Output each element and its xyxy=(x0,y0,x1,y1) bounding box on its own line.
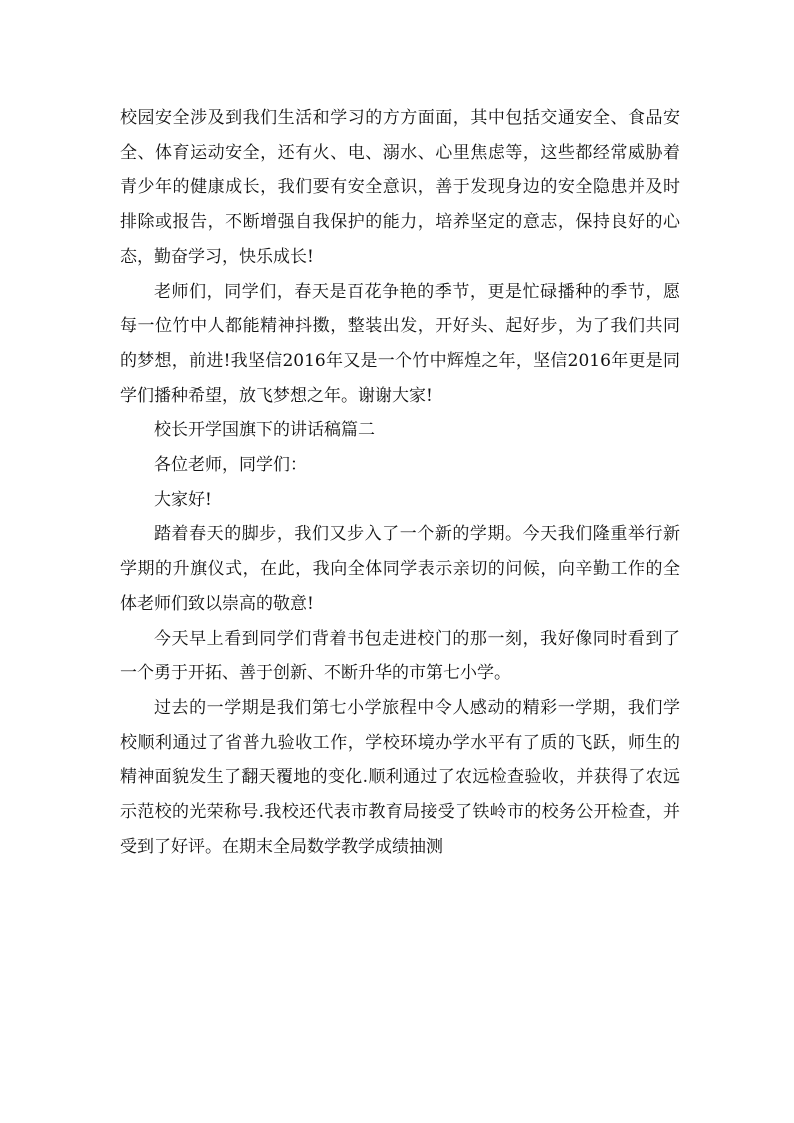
document-body xyxy=(120,101,680,864)
paragraph-new-semester: 踏着春天的脚步，我们又步入了一个新的学期。今天我们隆重举行新学期的升旗仪式，在此，我向全体同学表示亲切的问候，向辛勤工作的全体老师们致以崇高的敬意! xyxy=(120,524,680,614)
greeting: 大家好! xyxy=(154,489,212,510)
paragraph-spring-message: 老师们，同学们，春天是百花争艳的季节，更是忙碌播种的季节，愿每一位竹中人都能精神抖擞，整装出发，开好头、起好步，为了我们共同的梦想，前进!我坚信2016年又是一个竹中辉煌之年，坚信2016年更是同学们播种希望，放飞梦想之年。谢谢大家! xyxy=(120,281,680,406)
paragraph-past-semester: 过去的一学期是我们第七小学旅程中令人感动的精彩一学期，我们学校顺利通过了省普九验收工作，学校环境办学水平有了质的飞跃，师生的精神面貌发生了翻天覆地的变化.顺利通过了农远检查验收，并获得了农远示范校的光荣称号.我校还代表市教育局接受了铁岭市的校务公开检查，并受到了好评。在期末全局数学教学成绩抽测 xyxy=(120,697,680,857)
salutation: 各位老师，同学们： xyxy=(154,455,307,476)
section-title: 校长开学国旗下的讲话稿篇二 xyxy=(154,420,375,441)
paragraph-morning: 今天早上看到同学们背着书包走进校门的那一刻，我好像同时看到了一个勇于开拓、善于创新、不断升华的市第七小学。 xyxy=(120,628,680,684)
paragraph-campus-safety: 校园安全涉及到我们生活和学习的方方面面，其中包括交通安全、食品安全、体育运动安全，还有火、电、溺水、心里焦虑等，这些都经常威胁着青少年的健康成长，我们要有安全意识，善于发现身边的安全隐患并及时排除或报告，不断增强自我保护的能力，培养坚定的意志，保持良好的心态，勤奋学习，快乐成长! xyxy=(120,108,680,267)
